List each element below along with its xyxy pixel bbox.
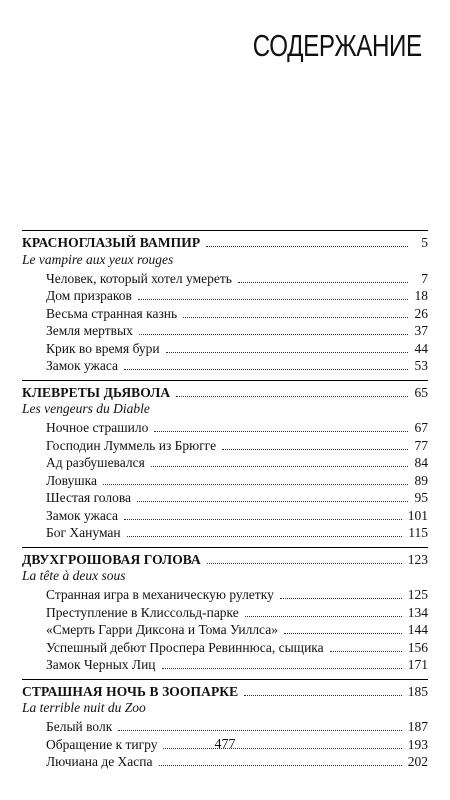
chapter-title: Шестая голова <box>46 490 132 505</box>
leader-dots <box>183 317 408 318</box>
leader-dots <box>206 246 408 247</box>
leader-dots <box>207 563 402 564</box>
chapter-entry <box>22 358 428 376</box>
chapter-title: Ад разбушевался <box>46 455 145 470</box>
chapter-page: 95 <box>414 490 428 505</box>
leader-dots <box>127 536 403 537</box>
chapter-entry <box>22 587 428 605</box>
chapter-entry <box>22 288 428 306</box>
chapter-page: 134 <box>407 604 428 620</box>
chapter-entry <box>22 622 428 640</box>
chapter-entry <box>22 455 428 473</box>
part-page: 5 <box>421 235 428 250</box>
part-title-row <box>22 552 428 570</box>
leader-dots <box>118 730 401 731</box>
leader-dots <box>139 334 408 335</box>
toc-part <box>22 380 428 543</box>
part-page: 123 <box>407 551 428 567</box>
chapter-entry <box>22 719 428 737</box>
chapter-entry <box>22 657 428 675</box>
chapter-entry <box>22 473 428 491</box>
chapter-title: «Смерть Гарри Диксона и Тома Уиллса» <box>46 622 278 637</box>
chapter-entry <box>22 508 428 526</box>
chapter-title: Ночное страшило <box>46 420 149 435</box>
chapter-page: 187 <box>407 719 428 734</box>
leader-dots <box>238 282 408 283</box>
chapter-entry <box>22 754 428 772</box>
chapter-page: 7 <box>421 270 428 286</box>
chapter-entry <box>22 271 428 289</box>
chapter-page: 144 <box>407 622 428 637</box>
chapter-title: Преступление в Клиссольд-парке <box>46 604 239 620</box>
chapter-entry <box>22 438 428 456</box>
page-heading: СОДЕРЖАНИЕ <box>252 28 422 63</box>
part-original-title: La terrible nuit du Zoo <box>22 700 146 715</box>
part-title-row <box>22 684 428 702</box>
chapter-page: 115 <box>408 525 428 540</box>
part-title: СТРАШНАЯ НОЧЬ В ЗООПАРКЕ <box>22 683 239 699</box>
chapter-title: Странная игра в механическую рулетку <box>46 587 274 602</box>
leader-dots <box>280 598 402 599</box>
chapter-page: 171 <box>407 657 428 672</box>
part-title: ДВУХГРОШОВАЯ ГОЛОВА <box>22 551 201 567</box>
leader-dots <box>166 352 408 353</box>
part-title-row <box>22 235 428 253</box>
chapter-title: Бог Хануман <box>46 525 121 540</box>
leader-dots <box>330 651 402 652</box>
chapter-page: 18 <box>414 288 428 303</box>
chapter-page: 77 <box>414 437 428 453</box>
chapter-page: 125 <box>407 587 428 602</box>
chapter-title: Дом призраков <box>46 288 132 303</box>
leader-dots <box>176 396 408 397</box>
part-page: 65 <box>414 384 428 400</box>
chapter-title: Белый волк <box>46 719 113 734</box>
part-original-title: Le vampire aux yeux rouges <box>22 251 174 267</box>
toc-part <box>22 230 428 376</box>
chapter-page: 53 <box>414 358 428 373</box>
chapter-title: Крик во время бури <box>46 340 160 356</box>
leader-dots <box>162 668 402 669</box>
part-title: КРАСНОГЛАЗЫЙ ВАМПИР <box>22 235 201 250</box>
part-original-title: La tête à deux sous <box>22 568 126 583</box>
chapter-entry <box>22 341 428 359</box>
chapter-page: 26 <box>414 305 428 321</box>
chapter-title: Замок Черных Лиц <box>46 657 156 672</box>
leader-dots <box>151 466 408 467</box>
part-original-title: Les vengeurs du Diable <box>22 401 150 416</box>
chapter-title: Весьма странная казнь <box>46 305 178 321</box>
part-title: КЛЕВРЕТЫ ДЬЯВОЛА <box>22 384 171 400</box>
table-of-contents <box>22 230 428 776</box>
chapter-page: 37 <box>414 323 428 338</box>
leader-dots <box>284 633 402 634</box>
chapter-entry <box>22 306 428 324</box>
leader-dots <box>154 431 408 432</box>
chapter-entry <box>22 420 428 438</box>
chapter-title: Замок ужаса <box>46 507 119 523</box>
chapter-entry <box>22 605 428 623</box>
leader-dots <box>222 449 408 450</box>
leader-dots <box>124 519 402 520</box>
leader-dots <box>159 765 402 766</box>
leader-dots <box>103 484 408 485</box>
chapter-title: Господин Луммель из Брюгге <box>46 437 217 453</box>
chapter-page: 101 <box>407 507 428 523</box>
chapter-entry <box>22 640 428 658</box>
page-number: 477 <box>214 737 236 752</box>
chapter-page: 67 <box>414 420 428 435</box>
chapter-title: Замок ужаса <box>46 358 119 373</box>
chapter-entry <box>22 323 428 341</box>
chapter-entry <box>22 490 428 508</box>
chapter-page: 193 <box>407 736 428 752</box>
chapter-title: Обращение к тигру <box>46 736 158 752</box>
toc-part <box>22 679 428 772</box>
part-title-row <box>22 385 428 403</box>
chapter-title: Успешный дебют Проспера Ревиннюса, сыщика <box>46 639 324 655</box>
chapter-title: Земля мертвых <box>46 323 133 338</box>
leader-dots <box>138 299 408 300</box>
chapter-page: 89 <box>414 472 428 488</box>
chapter-title: Человек, который хотел умереть <box>46 270 232 286</box>
leader-dots <box>244 695 401 696</box>
chapter-title: Ловушка <box>46 472 97 488</box>
chapter-title: Лючиана де Хаспа <box>46 754 153 769</box>
leader-dots <box>245 616 402 617</box>
part-page: 185 <box>407 683 428 699</box>
chapter-page: 84 <box>414 455 428 470</box>
leader-dots <box>124 369 408 370</box>
chapter-page: 156 <box>407 639 428 655</box>
leader-dots <box>137 501 408 502</box>
chapter-page: 202 <box>407 754 428 769</box>
chapter-entry <box>22 525 428 543</box>
chapter-page: 44 <box>414 340 428 356</box>
toc-part <box>22 547 428 675</box>
